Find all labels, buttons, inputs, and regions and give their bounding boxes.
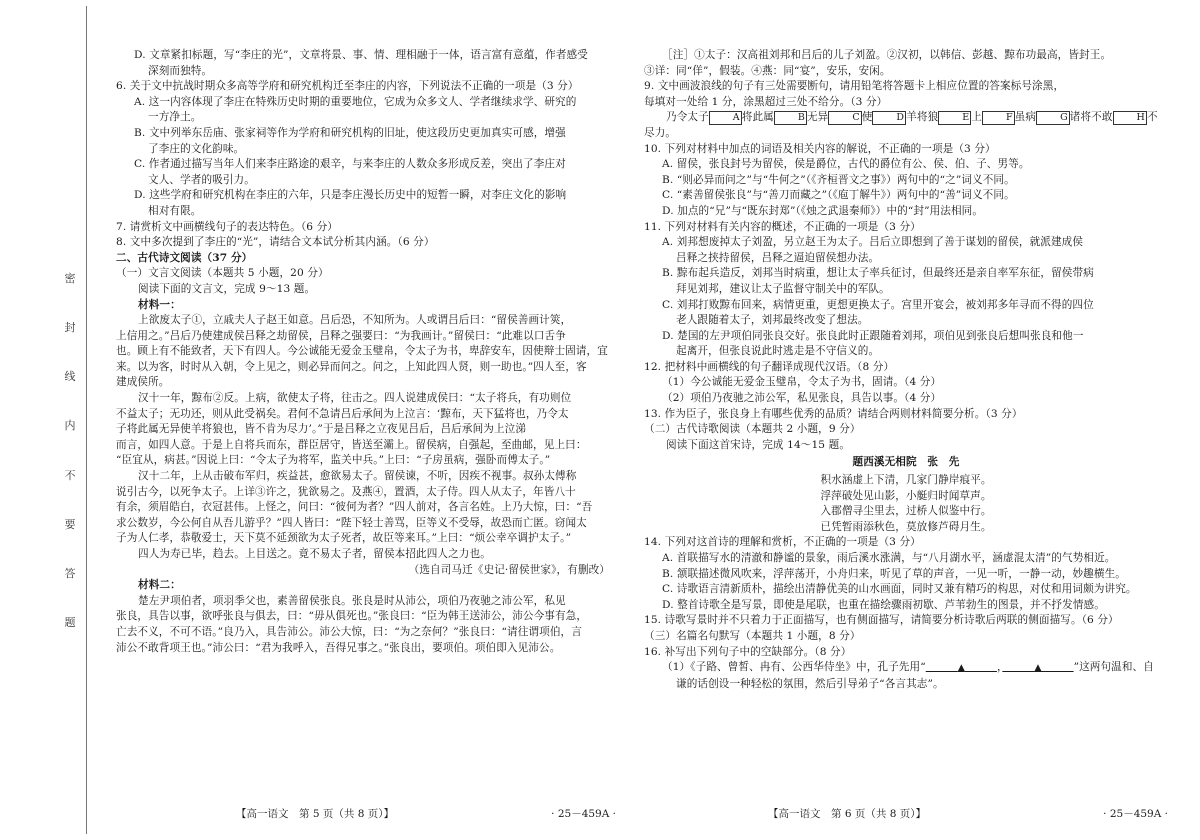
passage-line: 说引古今，以死争太子。上详③许之，犹欲易之。及燕④，置酒，太子侍。四人从太子，年皆八十 (116, 485, 576, 498)
instruction: 阅读下面的文言文，完成 9～13 题。 (138, 282, 316, 295)
poem-line: 已凭暂雨添秋色，莫放修芦碍月生。 (820, 520, 992, 533)
passage-line: 张良，具告以事，欲呼张良与俱去，曰：“毋从俱死也。”张良曰：“臣为韩王送沛公，沛公今事有急， (116, 610, 588, 623)
margin-char: 不 (64, 468, 76, 482)
question-9-cont: 每填对一处给 1 分，涂黑超过三处不给分。（3 分） (644, 95, 888, 108)
break-option-box: B (774, 111, 807, 125)
option-text: D. 文章紧扣标题，写“李庄的光”，文章将景、事、情、理相融于一体，语言富有意蕴，作者感受 (134, 49, 588, 61)
passage-line: 四人为寿已毕，趋去。上目送之。竟不易太子者，留侯本招此四人之力也。 (138, 548, 491, 560)
sub-question: （1）今公诚能无爱金玉璧帛，令太子为书，固请。（4 分） (662, 376, 942, 389)
binding-line (86, 6, 87, 834)
question-12: 12. 把材料中画横线的句子翻译成现代汉语。（8 分） (644, 360, 895, 373)
passage-line: 子为人仁孝，恭敬爱士，天下莫不延颈欲为太子死者，故臣等来耳。”上曰：“烦公幸卒调护太子。” (116, 532, 572, 545)
question-14: 14. 下列对这首诗的理解和赏析，不正确的一项是（3 分） (644, 536, 921, 549)
break-option-box: D (872, 111, 906, 125)
material-label: 材料二： (138, 579, 181, 592)
sub-question: （2）项伯乃夜驰之沛公军，私见张良，具告以事。（4 分） (662, 392, 942, 405)
passage-line: 亡去不义，不可不语。”良乃入，具告沛公。沛公大惊，曰：“为之奈何？”张良曰：“请往谓项伯，言 (116, 625, 582, 638)
question-8: 8. 文中多次提到了李庄的“光”，请结合文本试分析其内涵。（6 分） (116, 236, 435, 249)
margin-char: 题 (64, 615, 76, 629)
option-text: D. 这些学府和研究机构在李庄的六年，只是李庄漫长历史中的短暂一瞬，对李庄文化的影响 (134, 189, 567, 202)
margin-char: 内 (64, 419, 76, 433)
page-label: 【高一语文 第 5 页（共 8 页）】 (236, 808, 394, 820)
option-text: A. 首联描写水的清澈和静谧的景象，雨后溪水涨满，与“八月湖水平，涵虚混太清”的气势相近。 (662, 552, 1116, 564)
subsection-heading: （一）文言文阅读（本题共 5 小题，20 分） (116, 267, 329, 280)
option-text: D. 楚国的左尹项伯同张良交好。张良此时正跟随着刘邦，项伯见到张良后想叫张良和他一 (662, 329, 1084, 342)
margin-char: 线 (64, 370, 76, 384)
annotation-note: ③详：同“佯”，假装。④燕：同“宴”，安乐，安闲。 (644, 64, 891, 77)
subsection-heading: （三）名篇名句默写（本题共 1 小题，8 分） (644, 629, 861, 642)
sentence-fragment: 羊将狼 (906, 111, 939, 124)
question-9-sentence (644, 110, 1168, 141)
break-option-box: H (1113, 111, 1147, 125)
question-9: 9. 文中画波浪线的句子有三处需要断句，请用铅笔将答题卡上相应位置的答案标号涂黑， (644, 80, 1065, 93)
sentence-fragment: 使 (861, 111, 873, 124)
exam-code: · 25－459A · (551, 808, 616, 820)
poem-line: 积水涵虚上下清，几家门静岸痕平。 (820, 474, 992, 487)
question-13: 13. 作为臣子，张良身上有哪些优秀的品质？请结合两则材料简要分析。（3 分） (644, 407, 1023, 420)
passage-line: 也。顾上有不能致者，天下有四人。今公诚能无爱金玉璧帛，令太子为书，卑辞安车，因使辩士固请，宜 (116, 345, 608, 358)
fill-blank-text: ”这两句温和、自 (1073, 661, 1154, 674)
passage-line: 汉十一年，黥布②反。上病，欲使太子将，往击之。四人说建成侯曰：“太子将兵，有功则位 (138, 392, 572, 405)
question-7: 7. 请赏析文中画横线句子的表达特色。（6 分） (116, 220, 338, 233)
margin-char: 答 (64, 566, 76, 580)
passage-line: 上欲废太子①，立戚夫人子赵王如意。吕后恐，不知所为。人或谓吕后曰：“留侯善画计筴， (138, 314, 572, 327)
page-6-footer (648, 806, 1168, 824)
passage-line: 而言，如四人意。于是上自将兵而东，群臣居守，皆送至灞上。留侯病，自强起，至曲邮，见上曰： (116, 438, 587, 451)
sentence-fragment: 无异 (806, 111, 829, 124)
instruction: 阅读下面这首宋诗，完成 14～15 题。 (666, 438, 851, 451)
option-text: 老人跟随着太子，刘邦最终改变了想法。 (676, 314, 869, 327)
fill-blank-item: （1）《子路、曾皙、冉有、公西华侍坐》中，孔子先用“ ▲ ， ▲ ”这两句温和、自 (662, 661, 1154, 674)
passage-line: 沛公不敢背项王也。”沛公曰：“君为我呼入，吾得兄事之。”张良出，要项伯。项伯即入见沛公。 (116, 641, 561, 654)
option-text: B. 黥布起兵造反，刘邦当时病重，想让太子率兵征讨，但最终还是亲自率军东征，留侯带病 (662, 267, 1094, 280)
option-text: 起离开，但张良说此时逃走是不守信义的。 (676, 345, 880, 358)
poem-line: 入郡僧寻尘里去，过桥人似鉴中行。 (820, 505, 992, 518)
poem-title: 题西溪无相院 张 先 (852, 456, 960, 469)
option-text: C. 诗歌语言清新质朴，描绘出清静优美的山水画面，同时又兼有精巧的构思，对仗和用词颇为讲究。 (662, 583, 1137, 596)
subsection-heading: （二）古代诗歌阅读（本题共 2 小题，9 分） (644, 423, 861, 436)
margin-char: 要 (64, 517, 76, 531)
page-5-footer (116, 806, 616, 824)
blank-marker-icon: ▲ (1034, 663, 1042, 674)
question-16: 16. 补写出下列句子中的空缺部分。（8 分） (644, 645, 852, 658)
option-text: 一方净土。 (148, 111, 202, 124)
break-option-box: E (938, 111, 971, 125)
break-option-box: G (1036, 111, 1070, 125)
binding-warning (58, 270, 82, 630)
passage-line: 有余，须眉皓白，衣冠甚伟。上怪之，问曰：“彼何为者？”四人前对，各言名姓。上乃大惊，曰：“吾 (116, 501, 593, 514)
passage-line: 来。以为客，时时从入朝，令上见之，则必异而问之。问之，上知此四人贤，则一助也。”四人至，客 (116, 360, 587, 373)
option-text: A. 这一内容体现了李庄在特殊历史时期的重要地位，它成为众多文人、学者继续求学、研究的 (134, 95, 577, 108)
option-text: 拜见刘邦，建议让太子监督守制关中的军队。 (676, 282, 890, 295)
passage-line: 不益太子；无功还，则从此受祸矣。君何不急请吕后承间为上泣言：‘黥布，天下猛将也，乃令太 (116, 407, 569, 420)
passage-line: 汉十二年，上从击破布军归，疾益甚，愈欲易太子。留侯谏，不听，因疾不视事。叔孙太傅称 (138, 470, 577, 483)
exam-code: · 25－459A · (1103, 808, 1168, 820)
fill-blank-text: 谦的话创设一种轻松的氛围，然后引导弟子“各言其志”。 (676, 677, 944, 690)
question-11: 11. 下列对材料有关内容的概述，不正确的一项是（3 分） (644, 220, 921, 233)
passage-line: “臣宜从，病甚。”因说上曰：“令太子为将军，监关中兵。”上曰：“子房虽病，强卧而傅太子。” (116, 454, 551, 467)
sentence-fragment: 不尽力。 (644, 111, 1158, 139)
option-text: 了李庄的文化韵味。 (148, 142, 245, 155)
option-text: C. “素善留侯张良”与“善刀而藏之”（《庖丁解牛》）两句中的“善”词义不同。 (662, 189, 1015, 202)
passage-line: 上信用之。”吕后乃使建成侯吕释之劫留侯，吕释之强要曰：“为我画计。”留侯曰：“此难以口舌争 (116, 329, 566, 342)
source-citation: （选自司马迁《史记·留侯世家》，有删改） (408, 563, 610, 576)
answer-blank[interactable] (926, 661, 997, 673)
binding-margin (0, 0, 92, 840)
question-6: 6. 关于文中抗战时期众多高等学府和研究机构迁至李庄的内容，下列说法不正确的一项是（3 分） (116, 80, 579, 93)
margin-char: 密 (64, 272, 76, 285)
sentence-fragment: 虽病 (1014, 111, 1037, 124)
blank-marker-icon: ▲ (957, 663, 965, 674)
margin-char: 封 (64, 321, 76, 335)
option-text: B. 颔联描述微风吹来，浮萍荡开，小舟归来，听见了草的声音，一见一听，一静一动，妙趣横生。 (662, 567, 1126, 580)
sentence-fragment: 将此属 (741, 111, 774, 124)
option-text: C. 刘邦打败黥布回来，病情更重，更想更换太子。宫里开宴会，被刘邦多年寻而不得的四位 (662, 298, 1094, 311)
option-text: 文人、学者的吸引力。 (148, 173, 255, 186)
sentence-fragment: 诸将不敢 (1069, 111, 1113, 124)
passage-line: 求公数岁，今公何自从吾儿游乎？”四人皆曰：“陛下轻士善骂，臣等义不受辱，故恐而亡匿。窃闻太 (116, 516, 587, 529)
sentence-fragment: 乃令太子 (666, 111, 709, 124)
passage-line: 建成侯所。 (116, 376, 170, 389)
option-text: C. 作者通过描写当年人们来李庄路途的艰辛，与来李庄的人数众多形成反差，突出了李庄对 (134, 158, 566, 171)
poem-line: 浮萍破处见山影，小艇归时闻草声。 (820, 489, 992, 502)
answer-blank[interactable] (1002, 661, 1073, 673)
option-text: 深刻而独特。 (148, 64, 213, 77)
option-text: D. 加点的“兄”与“既东封郑”（《烛之武退秦师》）中的“封”用法相同。 (662, 204, 984, 217)
option-text: 相对有限。 (148, 204, 202, 217)
annotation-note: ［注］①太子：汉高祖刘邦和吕后的儿子刘盈。②汉初，以韩信、彭越、黥布功最高，皆封王。 (662, 49, 1112, 61)
passage-line: 子将此属无异使羊将狼也，皆不肯为尽力’。”于是吕释之立夜见吕后，吕后承间为上泣涕 (116, 423, 527, 436)
break-option-box: F (982, 111, 1015, 125)
question-15: 15. 诗歌写景时并不只着力于正面描写，也有侧面描写，请简要分析诗歌后两联的侧面描写。（6 分） (644, 614, 1119, 627)
question-10: 10. 下列对材料中加点的词语及相关内容的解说，不正确的一项是（3 分） (644, 142, 996, 155)
page-6-column (644, 48, 1168, 692)
page-5-column (116, 48, 620, 656)
option-text: A. 刘邦想废掉太子刘盈，另立赵王为太子。吕后立即想到了善于谋划的留侯，就派建成侯 (662, 236, 1084, 249)
option-text: D. 整首诗歌全是写景，即使是尾联，也重在描绘骤雨初歇、芦苇勃生的图景，并不抒发情感。 (662, 598, 1105, 611)
option-text: B. “则必异而问之”与“牛何之”（《齐桓晋文之事》）两句中的“之”词义不同。 (662, 173, 1015, 186)
fill-blank-text: （1）《子路、曾皙、冉有、公西华侍坐》中，孔子先用“ (662, 661, 926, 674)
section-heading: 二、古代诗文阅读（37 分） (116, 251, 253, 264)
break-option-box: A (709, 111, 742, 125)
page-label: 【高一语文 第 6 页（共 8 页）】 (768, 808, 926, 820)
passage-line: 楚左尹项伯者，项羽季父也，素善留侯张良。张良是时从沛公，项伯乃夜驰之沛公军，私见 (138, 594, 566, 607)
option-text: B. 文中列举东岳庙、张家祠等作为学府和研究机构的旧址，使这段历史更加真实可感，增强 (134, 126, 566, 139)
option-text: 吕释之挟持留侯，吕释之逼迫留侯想办法。 (676, 251, 880, 264)
sentence-fragment: 上 (971, 111, 982, 124)
break-option-box: C (828, 111, 861, 125)
material-label: 材料一： (138, 298, 181, 311)
option-text: A. 留侯，张良封号为留侯，侯是爵位，古代的爵位有公、侯、伯、子、男等。 (662, 158, 1030, 171)
